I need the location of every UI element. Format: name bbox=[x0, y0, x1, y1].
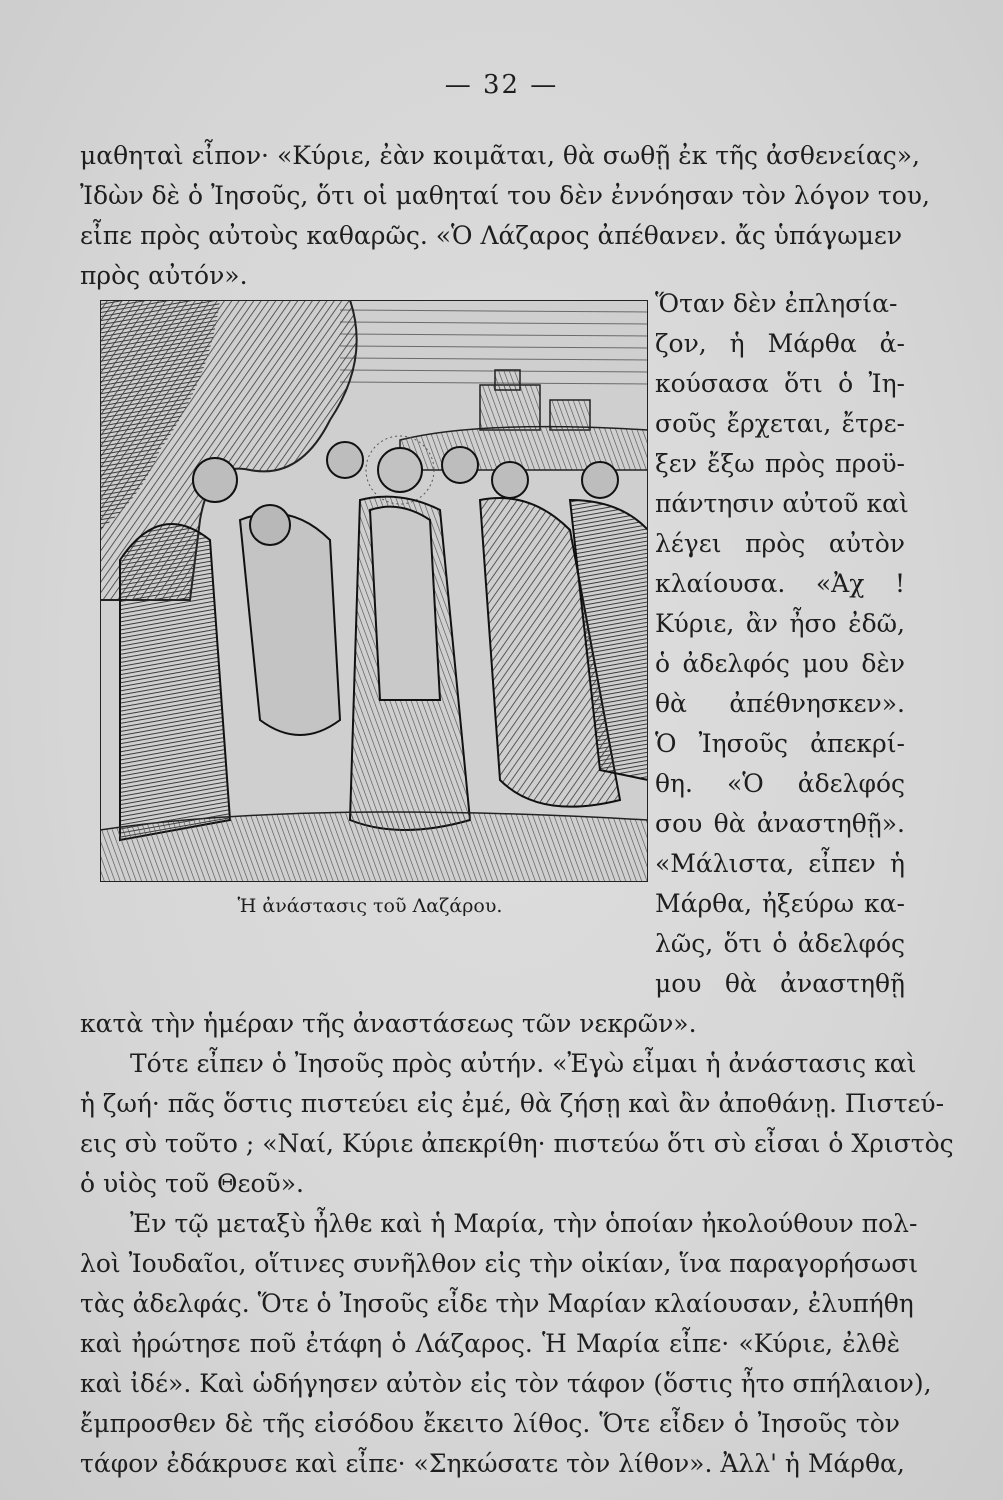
side-text-line: ζον, ἡ Μάρθα ἀ- bbox=[655, 329, 905, 358]
side-text-line: πάντησιν αὐτοῦ καὶ bbox=[655, 489, 909, 518]
text-line: τὰς ἀδελφάς. Ὅτε ὁ Ἰησοῦς εἶδε τὴν Μαρίαν κλαίουσαν, ἐλυπήθη bbox=[80, 1289, 914, 1318]
side-text-line: σου θὰ ἀναστηθῇ». bbox=[655, 809, 905, 838]
text-line: εἶπε πρὸς αὐτοὺς καθαρῶς. «Ὁ Λάζαρος ἀπέθανεν. ἄς ὑπάγωμεν bbox=[80, 221, 903, 250]
side-text-line: «Μάλιστα, εἶπεν ἡ bbox=[655, 849, 905, 878]
side-text-line: ὁ ἀδελφός μου δὲν bbox=[655, 649, 905, 678]
side-text-line: Κύριε, ἂν ἦσο ἐδῶ, bbox=[655, 609, 905, 638]
text-line: καὶ ἰδέ». Καὶ ὡδήγησεν αὐτὸν εἰς τὸν τάφον (ὅστις ἦτο σπήλαιον), bbox=[80, 1369, 932, 1398]
text-line: λοὶ Ἰουδαῖοι, οἵτινες συνῆλθον εἰς τὴν οἰκίαν, ἵνα παραγορήσωσι bbox=[80, 1249, 919, 1278]
text-line: ὁ υἱὸς τοῦ Θεοῦ». bbox=[80, 1169, 304, 1198]
side-text-line: θὰ ἀπέθνησκεν». bbox=[655, 689, 905, 718]
text-line: Τότε εἶπεν ὁ Ἰησοῦς πρὸς αὐτήν. «Ἐγὼ εἶμαι ἡ ἀνάστασις καὶ bbox=[130, 1049, 917, 1078]
text-line: τάφον ἐδάκρυσε καὶ εἶπε· «Σηκώσατε τὸν λίθον». Ἀλλ' ἡ Μάρθα, bbox=[80, 1449, 905, 1478]
side-text-line: Ὅταν δὲν ἐπλησία- bbox=[655, 289, 898, 318]
text-line: καὶ ἠρώτησε ποῦ ἐτάφη ὁ Λάζαρος. Ἡ Μαρία εἶπε· «Κύριε, ἐλθὲ bbox=[80, 1329, 900, 1358]
text-line: κατὰ τὴν ἡμέραν τῆς ἀναστάσεως τῶν νεκρῶν». bbox=[80, 1009, 697, 1038]
figure-caption: Ἡ ἀνάστασις τοῦ Λαζάρου. bbox=[237, 895, 503, 917]
side-text-line: Μάρθα, ἠξεύρω κα- bbox=[655, 889, 905, 918]
text-line: Ἐν τῷ μεταξὺ ἦλθε καὶ ἡ Μαρία, τὴν ὁποίαν ἠκολούθουν πολ- bbox=[130, 1209, 918, 1238]
side-text-line: θη. «Ὁ ἀδελφός bbox=[655, 769, 905, 798]
side-text-line: κούσασα ὅτι ὁ Ἰη- bbox=[655, 369, 905, 398]
page-number: — 32 — bbox=[444, 70, 559, 100]
side-text-line: λέγει πρὸς αὐτὸν bbox=[655, 529, 905, 558]
side-text-line: μου θὰ ἀναστηθῇ bbox=[655, 969, 905, 998]
text-line: μαθηταὶ εἶπον· «Κύριε, ἐὰν κοιμᾶται, θὰ σωθῇ ἐκ τῆς ἀσθενείας», bbox=[80, 141, 921, 170]
side-text-line: κλαίουσα. «Ἀχ ! bbox=[655, 569, 905, 598]
text-line: εις σὺ τοῦτο ; «Ναί, Κύριε ἀπεκρίθη· πιστεύω ὅτι σὺ εἶσαι ὁ Χριστὸς bbox=[80, 1129, 954, 1158]
side-text-line: σοῦς ἔρχεται, ἔτρε- bbox=[655, 409, 905, 438]
text-line: Ἰδὼν δὲ ὁ Ἰησοῦς, ὅτι οἱ μαθηταί του δὲν ἐννόησαν τὸν λόγον του, bbox=[80, 181, 930, 210]
engraving-raising-of-lazarus bbox=[100, 300, 648, 882]
text-line: ἡ ζωή· πᾶς ὅστις πιστεύει εἰς ἐμέ, θὰ ζήσῃ καὶ ἂν ἀποθάνῃ. Πιστεύ- bbox=[80, 1089, 945, 1118]
text-line: ἔμπροσθεν δὲ τῆς εἰσόδου ἔκειτο λίθος. Ὅτε εἶδεν ὁ Ἰησοῦς τὸν bbox=[80, 1409, 900, 1438]
side-text-line: ξεν ἔξω πρὸς προϋ- bbox=[655, 449, 905, 478]
side-text-line: λῶς, ὅτι ὁ ἀδελφός bbox=[655, 929, 905, 958]
text-line: πρὸς αὐτόν». bbox=[80, 261, 248, 290]
side-text-line: Ὁ Ἰησοῦς ἀπεκρί- bbox=[655, 729, 905, 758]
